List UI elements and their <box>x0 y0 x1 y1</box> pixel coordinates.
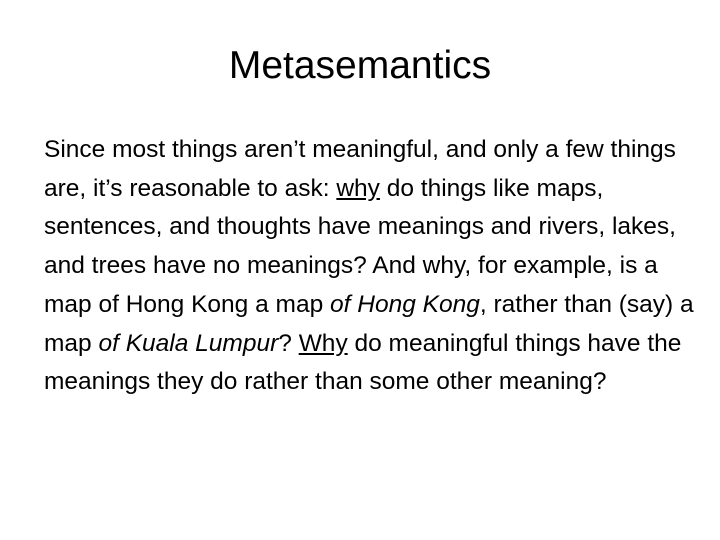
underlined-why: why <box>336 174 380 202</box>
italic-of-hong-kong: of Hong Kong <box>330 290 480 318</box>
body-segment-4: ? <box>278 329 299 357</box>
slide-title: Metasemantics <box>228 44 492 87</box>
italic-of-kuala-lumpur: of Kuala Lumpur <box>98 329 279 357</box>
underlined-why-capital: Why <box>298 329 348 357</box>
body-segment-5: do meaningful things have the meanings they do rather than some other meaning? <box>44 329 682 396</box>
body-segment-2: do things like maps, sentences, and thoughts have meanings and rivers, lakes, and trees have no meanings? And why, for example, is a map of Hong Kong a map <box>44 174 676 318</box>
slide-body-text <box>44 131 694 402</box>
body-segment-1: Since most things aren’t meaningful, and only a few things are, it’s reasonable to ask: <box>44 136 676 202</box>
body-segment-3: , rather than (say) a map <box>44 290 694 357</box>
